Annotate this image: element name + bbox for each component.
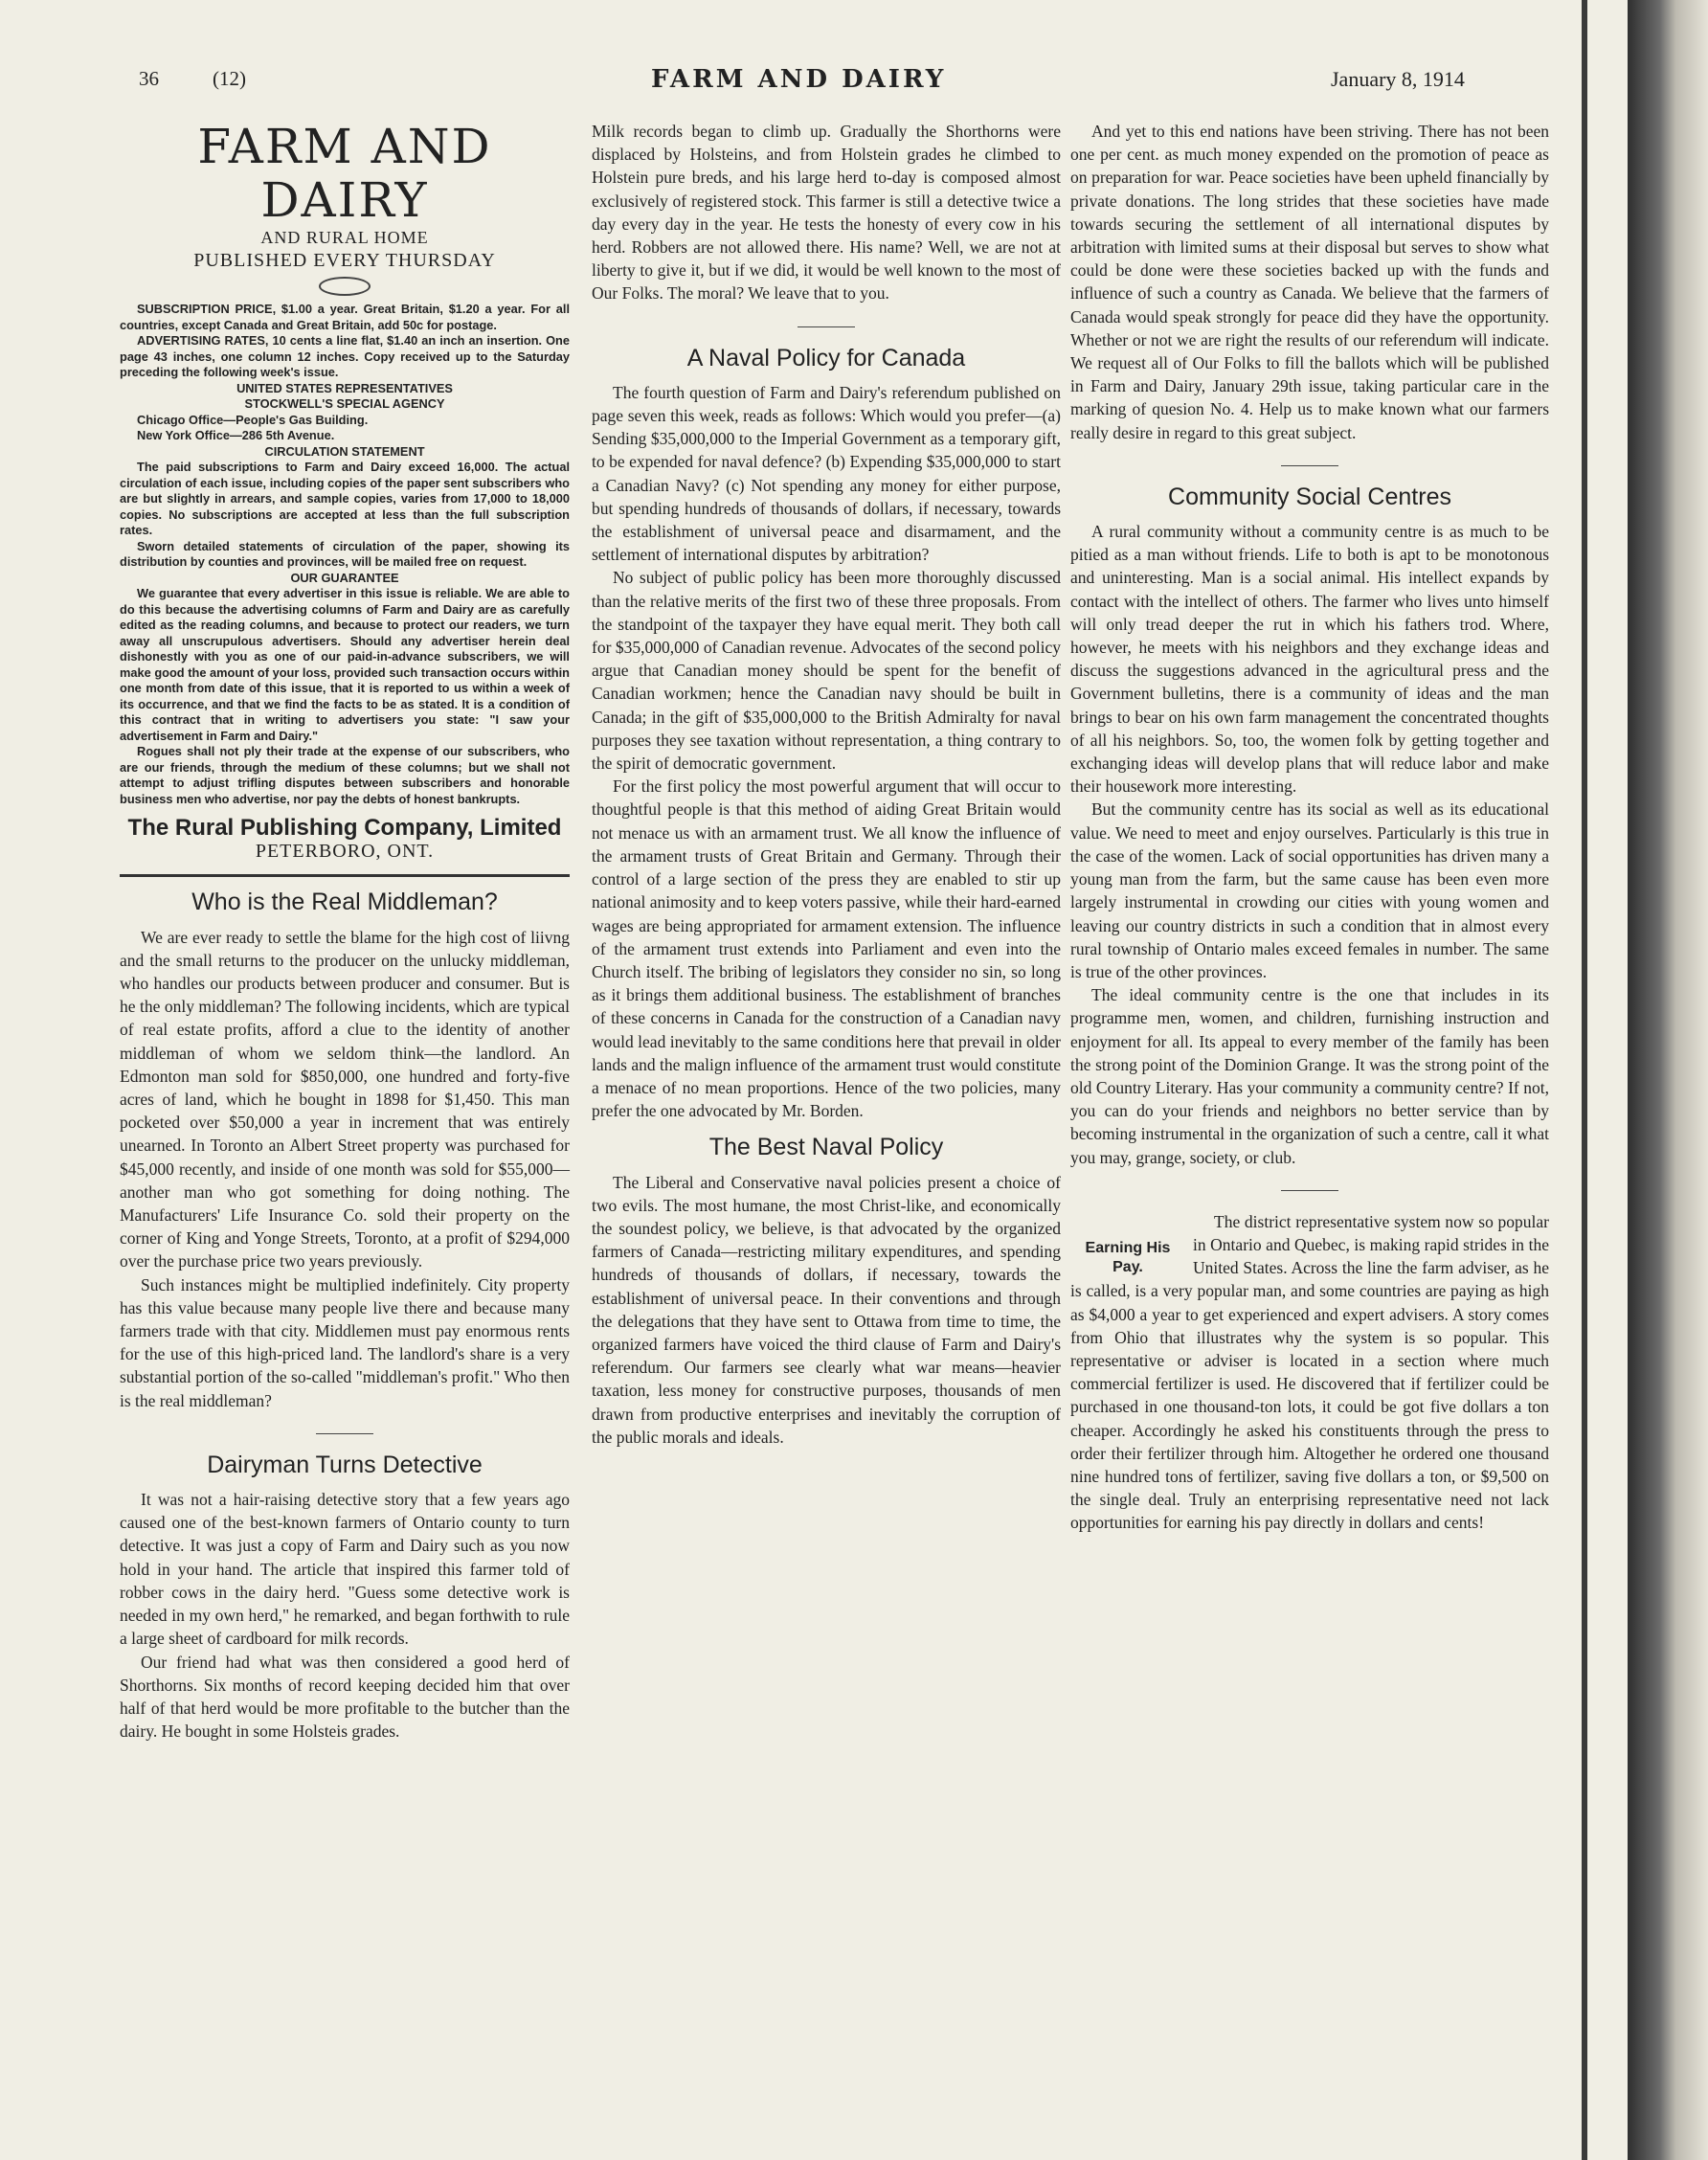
article-title: The Best Naval Policy xyxy=(708,1134,944,1161)
masthead-notices xyxy=(120,302,570,807)
chicago-office: Chicago Office—People's Gas Building. xyxy=(137,412,369,427)
page-gutter xyxy=(1582,0,1587,2160)
divider xyxy=(1281,1190,1338,1191)
article-title: Community Social Centres xyxy=(1168,483,1451,510)
section-number: (12) xyxy=(213,67,246,90)
issue-date: January 8, 1914 xyxy=(1331,67,1465,91)
article-title: A Naval Policy for Canada xyxy=(686,344,966,371)
adjacent-page-edge xyxy=(1628,0,1708,2160)
article-paragraph: It was not a hair-raising detective story that a few years ago caused one of the best-known farmers of Ontario county to turn detective. It was just a copy of Farm and Dairy such as you now hold in your hand. The article that inspired this farmer told of robber cows in the dairy herd. "Guess some detective work is needed in my own herd," he remarked, and began forthwith to rule a large sheet of cardboard for milk records. xyxy=(120,1490,570,1649)
column-1 xyxy=(120,120,570,1743)
article-paragraph: The ideal community centre is the one that includes in its programme men, women, and children, furnishing instruction and enjoyment for all. Its appeal to every member of the family has been the strong point of the Dominion Grange. It was the strong point of the old Country Literary. Has your community a community centre? If not, you can do your friends and neighbors no better service than by becoming instrumental in the organization of such a centre, call it what you may, grange, society, or club. xyxy=(1070,985,1549,1167)
article-paragraph: Our friend had what was then considered a good herd of Shorthorns. Six months of record keeping decided him that over half of that herd would be more profitable to the butcher than the dairy. He bought in some Holsteis grades. xyxy=(120,1652,570,1742)
divider xyxy=(120,874,570,877)
rogues-text: Rogues shall not ply their trade at the expense of our subscribers, who are our friends, through the medium of these columns; but we shall not attempt to adjust trifling disputes between subscribers and honorable business men who advertise, nor pay the debts of honest bankrupts. xyxy=(120,744,570,806)
article-title: Dairyman Turns Detective xyxy=(207,1451,483,1478)
guarantee-text: We guarantee that every advertiser in this issue is reliable. We are able to do this because the advertising columns of Farm and Dairy are as carefully edited as the reading columns, and because to protect our readers, we turn away all unscrupulous advertisers. Should any advertiser herein deal dishonestly with you as one of our paid-in-advance subscribers, we will make good the amount of your loss, provided such transaction occurs within one month from date of this issue, that it is reported to us within a week of its occurrence, and that we find the facts to be as stated. It is a condition of this contract that in writing to advertisers you state: "I saw your advertisement in Farm and Dairy." xyxy=(120,586,570,743)
page-number: 36 xyxy=(139,67,159,90)
divider xyxy=(316,1433,373,1434)
article-paragraph: The Liberal and Conservative naval policies present a choice of two evils. The most humane, the most Christ-like, and economically the soundest policy, we believe, is that advocated by the organized farmers of Canada—restricting military expenditures, and spending hundreds of thousands of dollars, if necessary, towards the establishment of universal peace. In their conventions and through the delegations that they have sent to Ottawa from time to time, the organized farmers have voiced the third clause of Farm and Dairy's referendum. Our farmers see clearly what war means—heavier taxation, less money for constructive purposes, thousands of men drawn from productive enterprises and inevitably the corruption of the public morals and ideals. xyxy=(592,1172,1061,1447)
article-title: Who is the Real Middleman? xyxy=(191,889,498,916)
article-paragraph: We are ever ready to settle the blame for the high cost of liivng and the small returns to the producer on the unlucky middleman, who handles our products between producer and consumer. But is he the only middleman? The following incidents, which are typical of real estate profits, afford a clue to the identity of another middleman of whom we seldom think—the landlord. An Edmonton man sold for $850,000, one hundred and forty-five acres of land, which he bought in 1898 for $1,450. This man pocketed over $50,000 a year in increment that was entirely unearned. In Toronto an Albert Street property was purchased for $45,000 recently, and inside of one month was sold for $55,000—another man who got something for doing nothing. The Manufacturers' Life Insurance Co. sold their property on the corner of King and Yonge Streets, Toronto, at a profit of $294,000 over the purchase price two years previously. xyxy=(120,927,570,1271)
paper-title: FARM AND DAIRY xyxy=(651,65,947,94)
masthead-title: FARM AND DAIRY xyxy=(197,119,492,228)
article-paragraph: The district representative system now so popular in Ontario and Quebec, is making rapid strides in the United States. Across the line the farm adviser, as he is called, is a very popular man, and some countries are paying as high as $4,000 a year to get experienced and expert advisers. A story comes from Ohio that illustrates why the system is so popular. This representative or adviser is located in a section where much commercial fertilizer is used. He discovered that if fertilizer could be purchased in one thousand-ton lots, it could be got five dollars a ton cheaper. Accordingly he asked his constituents through the press to order their fertilizer through him. Altogether he ordered one thousand nine hundred tons of fertilizer, saving five dollars a ton, or $9,500 on the single deal. Truly an enterprising representative need not lack opportunities for earning his pay directly in dollars and cents! xyxy=(1070,1211,1549,1533)
advertising-notice: ADVERTISING RATES, 10 cents a line flat, $1.40 an inch an insertion. One page 43 inches, one column 12 inches. Copy received up to the Saturday preceding the following week's issue. xyxy=(120,333,570,379)
divider xyxy=(798,326,855,327)
side-heading: Earning His Pay. xyxy=(1085,1239,1171,1275)
article-paragraph: And yet to this end nations have been striving. There has not been one per cent. as much money expended on the promotion of peace as on preparation for war. Peace societies have been upheld financially by private donations. The long strides that these societies have made towards securing the settlement of all international disputes by arbitration with limited sums at their disposal but serves to show what could be done were these societies backed up with the funds and influence of such a country as Canada. We believe that the farmers of Canada would speak strongly for peace did they have the opportunity. Whether or not we are right the results of our referendum will indicate. We request all of Our Folks to fill the ballots which will be published in Farm and Dairy, January 29th issue, taking particular care in the marking of quesion No. 4. Help us to make known what our farmers really desire in regard to this great subject. xyxy=(1070,122,1549,442)
article-paragraph: But the community centre has its social as well as its educational value. We need to meet and enjoy ourselves. Particularly is this true in the case of the women. Lack of social opportunities has driven many a young man from the farm, but the same cause has been even more largely instrumental in crowding our cities with young women and leaving our country districts in such a condition that in almost every rural township of Ontario males exceed females in number. The same is true of the other provinces. xyxy=(1070,799,1549,981)
article-paragraph: No subject of public policy has been more thoroughly discussed than the relative merits of the first two of these three proposals. From the standpoint of the taxpayer they have equal merit. They both call for $35,000,000 of Canadian revenue. Advocates of the second policy argue that Canadian money should be spent for the benefit of Canadian workmen; hence the Canadian navy should be built in Canada; in the gift of $35,000,000 to the British Admiralty for naval purposes they see taxation without representation, a thing contrary to the spirit of democratic government. xyxy=(592,568,1061,774)
masthead xyxy=(120,120,570,296)
sworn-statement: Sworn detailed statements of circulation of the paper, showing its distribution by counties and provinces, will be mailed free on request. xyxy=(120,538,570,569)
column-3 xyxy=(1070,120,1549,1535)
ornament-icon xyxy=(319,277,371,296)
masthead-published: PUBLISHED EVERY THURSDAY xyxy=(193,250,496,271)
new-york-office: New York Office—286 5th Avenue. xyxy=(137,428,335,442)
guarantee-heading: OUR GUARANTEE xyxy=(290,570,399,585)
masthead-subtitle: AND RURAL HOME xyxy=(260,228,429,247)
article-paragraph: The fourth question of Farm and Dairy's referendum published on page seven this week, reads as follows: Which would you prefer—(a) Sending $35,000,000 to the Imperial Government as a temporary gift, to be expended for naval defence? (b) Expending $35,000,000 to start a Canadian Navy? (c) Not spending any money for either purpose, but spending hundreds of thousands of dollars, if necessary, towards the establishment of universal peace and disarmament, and the settlement of international disputes by arbitration? xyxy=(592,382,1061,565)
divider xyxy=(1281,465,1338,466)
article-paragraph: For the first policy the most powerful argument that will occur to thoughtful people is that this method of aiding Great Britain would not menace us with an armament trust. We all know the influence of the armament trusts of Great Britain and Germany. Through their control of a large section of the press they are enabled to stir up national animosity and to keep voters passive, while their hard-earned wages are being appropriated for armament extension. The influence of the armament trust extends into Parliament and even into the Church itself. The bribing of legislators they consider no sin, so long as it brings them additional business. The establishment of branches of these concerns in Canada for the construction of a Canadian navy would lead inevitably to the same conditions here that prevail in older lands and the malign influence of the armament trust would constitute a menace of no mean proportions. Hence of the two policies, many prefer the one advocated by Mr. Borden. xyxy=(592,776,1061,1121)
article-paragraph: Milk records began to climb up. Gradually the Shorthorns were displaced by Holsteins, and from Holstein grades he climbed to Holstein pure breds, and his large herd to-day is composed almost exclusively of registered stock. This farmer is still a detective twice a day every day in the year. He tests the honesty of every cow in his herd. Robbers are not allowed there. His name? Well, we are not at liberty to give it, but if we did, it would be well known to the most of Our Folks. The moral? We leave that to you. xyxy=(592,122,1061,304)
column-2 xyxy=(592,120,1061,1449)
us-reps-heading: UNITED STATES REPRESENTATIVES xyxy=(236,380,453,395)
article-paragraph: A rural community without a community centre is as much to be pitied as a man without friends. Life to both is apt to be monotonous and uninteresting. Man is a social animal. His intellect expands by contact with the intellect of others. The farmer who lives unto himself will only tread deeper the rut in which his fathers trod. Where, however, he meets with his neighbors and they exchange ideas and discuss the suggestions advanced in the agricultural press and the Government bulletins, there is a community of ideas and the man brings to bear on his own farm management the concentrated thoughts of all his neighbors. So, too, the women folk by getting together and exchanging ideas will develop plans that will reduce labor and make their housework more interesting. xyxy=(1070,522,1549,797)
publisher-city: PETERBORO, ONT. xyxy=(255,841,435,863)
subscription-notice: SUBSCRIPTION PRICE, $1.00 a year. Great Britain, $1.20 a year. For all countries, except Canada and Great Britain, add 50c for postage. xyxy=(120,302,570,332)
us-reps-agency: STOCKWELL'S SPECIAL AGENCY xyxy=(244,396,445,411)
circulation-statement: The paid subscriptions to Farm and Dairy exceed 16,000. The actual circulation of each issue, including copies of the paper sent subscribers who are but slightly in arrears, and sample copies, varies from 17,000 to 18,000 copies. No subscriptions are accepted at less than the full subscription rates. xyxy=(120,460,570,537)
circulation-heading: CIRCULATION STATEMENT xyxy=(264,443,425,459)
article-paragraph: Such instances might be multiplied indefinitely. City property has this value because many people live there and because many farmers trade with that city. Middlemen must pay enormous rents for the use of this high-priced land. The landlord's share is a very substantial portion of the so-called "middleman's profit." Who then is the real middleman? xyxy=(120,1274,570,1410)
running-header xyxy=(0,67,1570,105)
publisher-name: The Rural Publishing Company, Limited xyxy=(127,815,562,841)
